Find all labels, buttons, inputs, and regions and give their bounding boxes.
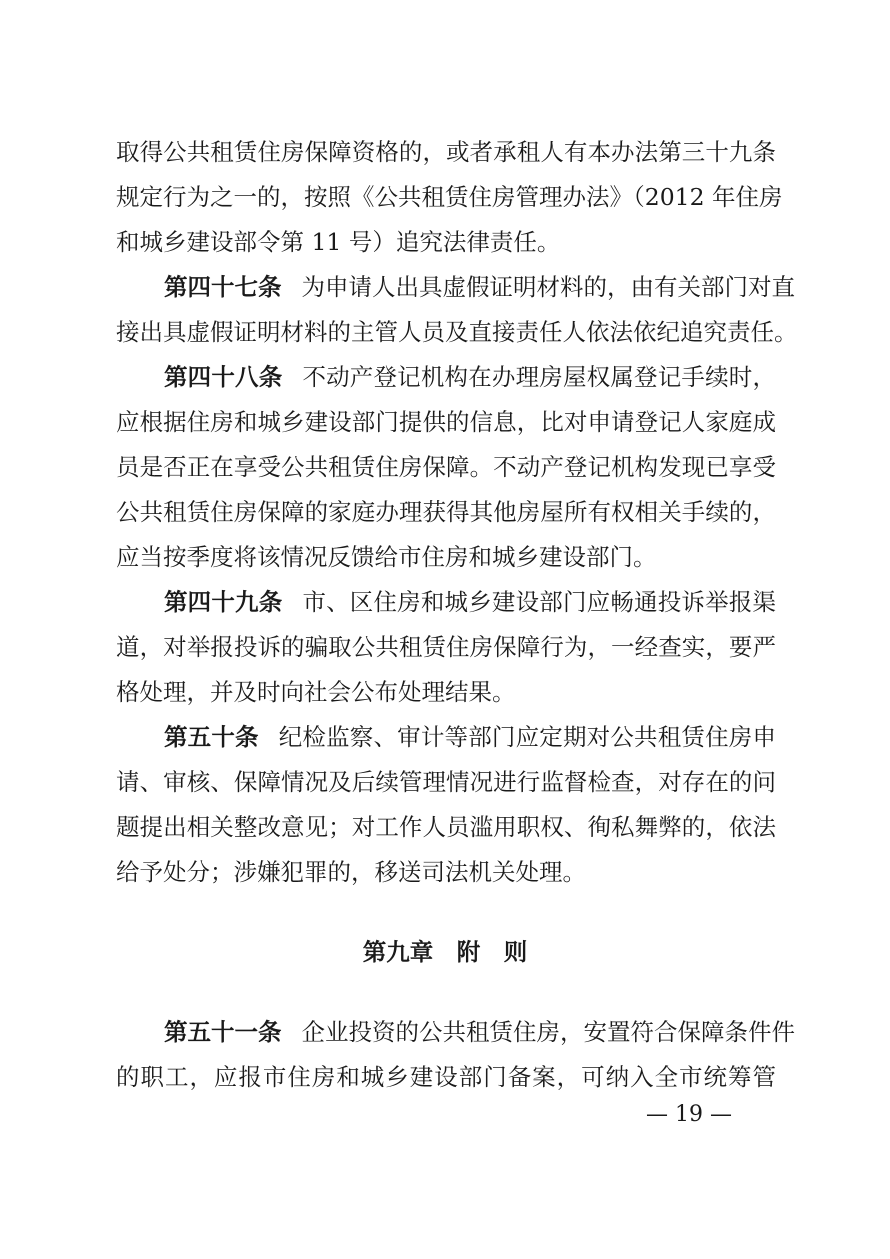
body-line: 给予处分；涉嫌犯罪的，移送司法机关处理。: [116, 858, 586, 886]
body-line: 的职工，应报市住房和城乡建设部门备案，可纳入全市统筹管: [116, 1063, 776, 1091]
article-48-first-line: [164, 363, 776, 391]
article-47-first-line: [164, 273, 795, 301]
article-text: 为申请人出具虚假证明材料的，由有关部门对直: [301, 273, 795, 301]
body-line: 格处理，并及时向社会公布处理结果。: [116, 678, 516, 706]
article-51-first-line: [164, 1018, 795, 1046]
article-heading: 第五十条: [164, 723, 259, 751]
article-50-first-line: [164, 723, 776, 751]
article-heading: 第五十一条: [164, 1018, 282, 1046]
article-heading: 第四十七条: [164, 273, 282, 301]
article-text: 纪检监察、审计等部门应定期对公共租赁住房申: [278, 723, 776, 751]
article-text: 企业投资的公共租赁住房，安置符合保障条件件: [301, 1018, 795, 1046]
article-text: 不动产登记机构在办理房屋权属登记手续时，: [302, 363, 776, 391]
body-line: 规定行为之一的，按照《公共租赁住房管理办法》（2012 年住房: [116, 183, 783, 211]
body-line: 应当按季度将该情况反馈给市住房和城乡建设部门。: [116, 543, 657, 571]
body-line: 公共租赁住房保障的家庭办理获得其他房屋所有权相关手续的，: [116, 498, 776, 526]
article-text: 市、区住房和城乡建设部门应畅通投诉举报渠: [302, 588, 776, 616]
body-line: 取得公共租赁住房保障资格的，或者承租人有本办法第三十九条: [116, 138, 776, 166]
body-line: 请、审核、保障情况及后续管理情况进行监督检查，对存在的问: [116, 768, 776, 796]
body-line: 和城乡建设部令第 11 号）追究法律责任。: [116, 228, 561, 256]
body-line: 接出具虚假证明材料的主管人员及直接责任人依法依纪追究责任。: [116, 318, 798, 346]
article-heading: 第四十八条: [164, 363, 283, 391]
page-number: — 19 —: [646, 1102, 732, 1127]
body-line: 道，对举报投诉的骗取公共租赁住房保障行为，一经查实，要严: [116, 633, 776, 661]
body-line: 员是否正在享受公共租赁住房保障。不动产登记机构发现已享受: [116, 453, 776, 481]
chapter-title: 第九章 附 则: [362, 938, 528, 966]
article-heading: 第四十九条: [164, 588, 283, 616]
body-line: 应根据住房和城乡建设部门提供的信息，比对申请登记人家庭成: [116, 408, 776, 436]
body-line: 题提出相关整改意见；对工作人员滥用职权、徇私舞弊的，依法: [116, 813, 776, 841]
article-49-first-line: [164, 588, 776, 616]
